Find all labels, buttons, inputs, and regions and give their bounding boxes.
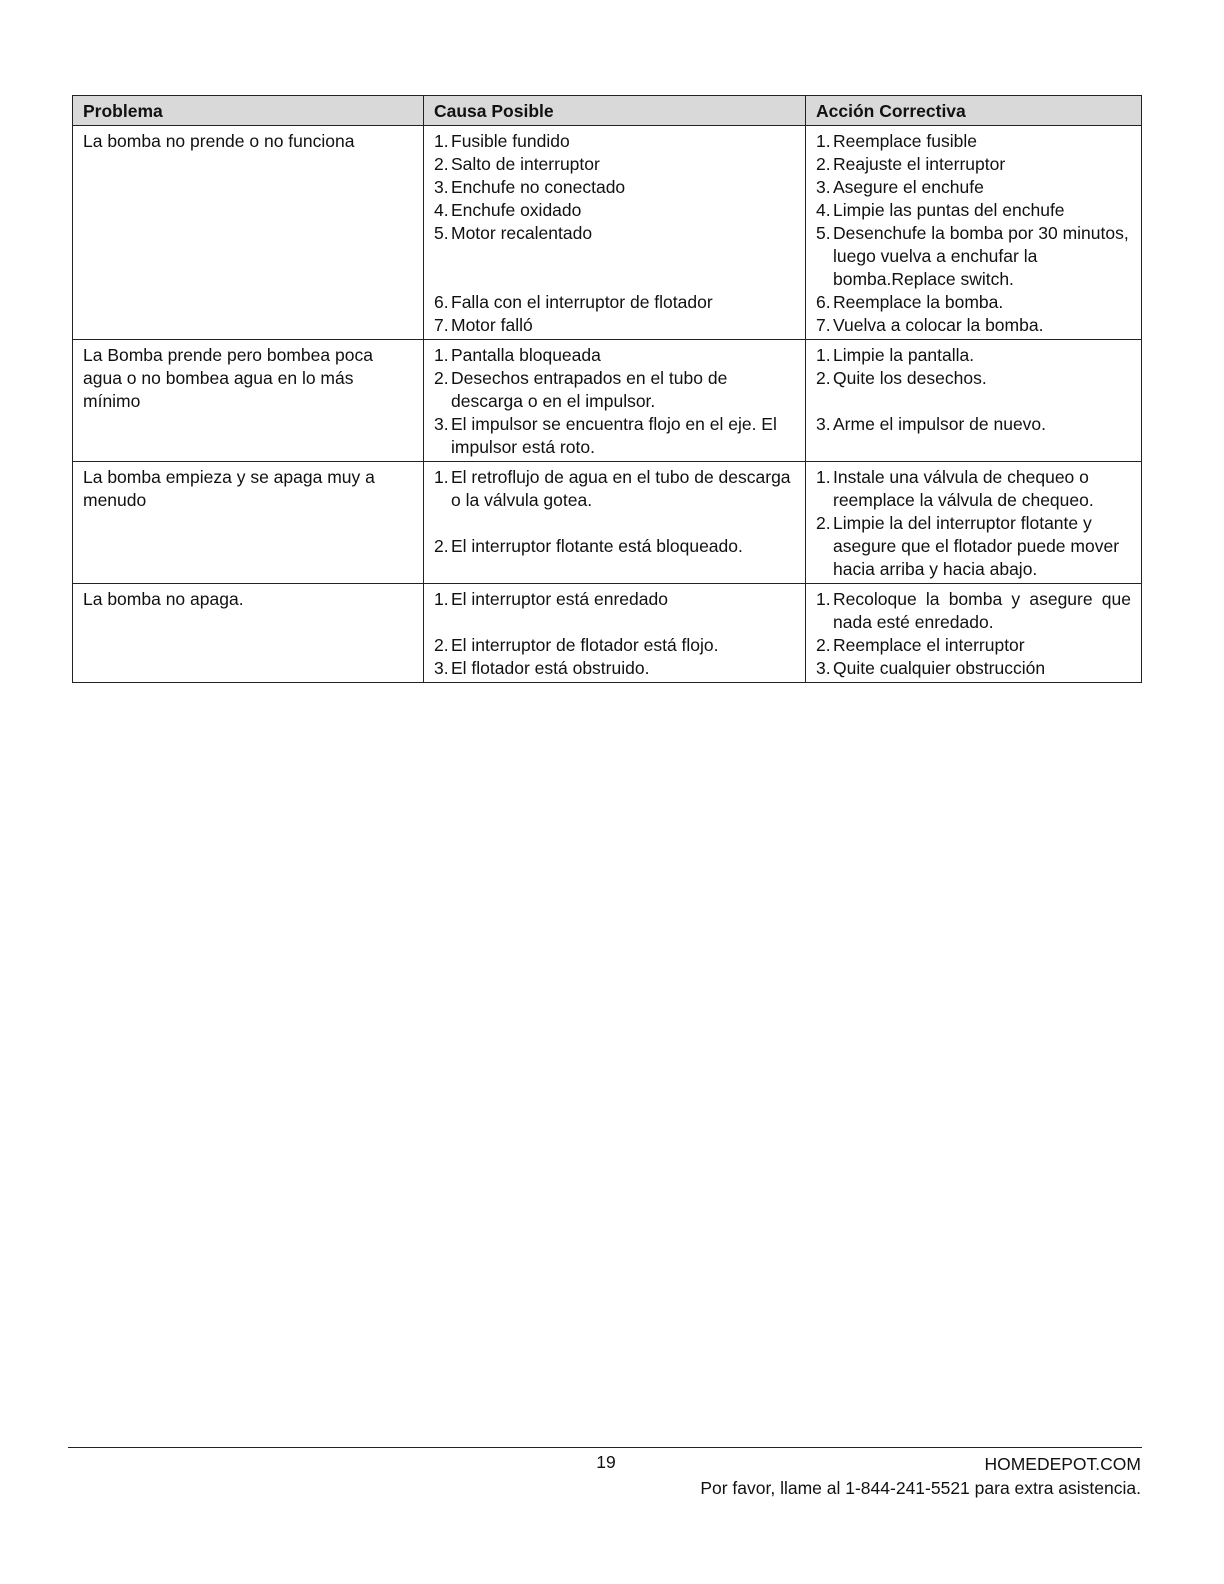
- list-item: 4. Limpie las puntas del enchufe: [816, 200, 1065, 220]
- cause-list: [434, 344, 795, 459]
- list-item: 2. Reajuste el interruptor: [816, 154, 1006, 174]
- header-cause: Causa Posible: [424, 96, 806, 126]
- action-list: [816, 466, 1131, 581]
- action-list: [816, 130, 1131, 337]
- action-cell: [806, 340, 1142, 462]
- list-item: 6. Reemplace la bomba.: [816, 292, 1004, 312]
- footer-contact: [700, 1452, 1141, 1500]
- cause-list: [434, 466, 795, 558]
- header-action: Acción Correctiva: [806, 96, 1142, 126]
- support-text: Por favor, llame al 1-844-241-5521 para extra asistencia.: [700, 1478, 1141, 1498]
- list-item: 6. Falla con el interruptor de flotador: [434, 292, 713, 312]
- problem-cell: La bomba no apaga.: [73, 584, 424, 683]
- list-item: 4. Enchufe oxidado: [434, 200, 582, 220]
- list-item: 2. Limpie la del interruptor flotante y asegure que el flotador puede mover hacia arriba y hacia abajo.: [816, 513, 1120, 579]
- list-item: 3. Enchufe no conectado: [434, 177, 626, 197]
- table-header-row: [73, 96, 1142, 126]
- list-item: 3. El impulsor se encuentra flojo en el eje. El impulsor está roto.: [434, 414, 777, 457]
- table-row: [73, 462, 1142, 584]
- list-item: 7. Vuelva a colocar la bomba.: [816, 315, 1044, 335]
- list-item: 1. Fusible fundido: [434, 131, 570, 151]
- list-item: 2. El interruptor de flotador está flojo.: [434, 635, 719, 655]
- list-item: 5. Desenchufe la bomba por 30 minutos, luego vuelva a enchufar la bomba.Replace switch.: [816, 223, 1129, 289]
- footer-divider: [68, 1447, 1142, 1448]
- list-item: 1. Pantalla bloqueada: [434, 345, 601, 365]
- website-text: HOMEDEPOT.COM: [984, 1454, 1141, 1474]
- list-item: 3. Arme el impulsor de nuevo.: [816, 414, 1047, 434]
- list-item: 2. El interruptor flotante está bloqueado.: [434, 536, 743, 556]
- cause-list: [434, 588, 795, 680]
- page-number: 19: [596, 1452, 616, 1472]
- list-spacer: [434, 245, 795, 268]
- list-item: 7. Motor falló: [434, 315, 533, 335]
- list-item: 1. El interruptor está enredado: [434, 589, 668, 609]
- list-item: 2. Desechos entrapados en el tubo de descarga o en el impulsor.: [434, 368, 728, 411]
- header-problem: Problema: [73, 96, 424, 126]
- cause-cell: [424, 462, 806, 584]
- list-item: 5. Motor recalentado: [434, 223, 593, 243]
- list-item: 3. Asegure el enchufe: [816, 177, 984, 197]
- list-spacer: [816, 390, 1131, 413]
- list-item: 1. Recoloque la bomba y asegure que nada esté enredado.: [816, 589, 1131, 632]
- list-item: 1. Limpie la pantalla.: [816, 345, 975, 365]
- cause-cell: [424, 126, 806, 340]
- table-row: [73, 126, 1142, 340]
- list-item: 2. Quite los desechos.: [816, 368, 987, 388]
- list-item: 2. Reemplace el interruptor: [816, 635, 1025, 655]
- action-cell: [806, 462, 1142, 584]
- action-list: [816, 588, 1131, 680]
- list-item: 1. El retroflujo de agua en el tubo de descarga o la válvula gotea.: [434, 467, 791, 510]
- table-row: [73, 340, 1142, 462]
- cause-cell: [424, 340, 806, 462]
- action-cell: [806, 126, 1142, 340]
- list-spacer: [434, 268, 795, 291]
- list-item: 1. Instale una válvula de chequeo o reemplace la válvula de chequeo.: [816, 467, 1094, 510]
- list-spacer: [434, 512, 795, 535]
- troubleshooting-table: [72, 95, 1142, 683]
- problem-cell: La Bomba prende pero bombea poca agua o no bombea agua en lo más mínimo: [73, 340, 424, 462]
- list-spacer: [434, 611, 795, 634]
- problem-cell: La bomba no prende o no funciona: [73, 126, 424, 340]
- list-item: 1. Reemplace fusible: [816, 131, 977, 151]
- table-row: [73, 584, 1142, 683]
- action-list: [816, 344, 1131, 436]
- problem-cell: La bomba empieza y se apaga muy a menudo: [73, 462, 424, 584]
- cause-list: [434, 130, 795, 337]
- cause-cell: [424, 584, 806, 683]
- list-item: 2. Salto de interruptor: [434, 154, 600, 174]
- action-cell: [806, 584, 1142, 683]
- list-item: 3. El flotador está obstruido.: [434, 658, 650, 678]
- list-item: 3. Quite cualquier obstrucción: [816, 658, 1046, 678]
